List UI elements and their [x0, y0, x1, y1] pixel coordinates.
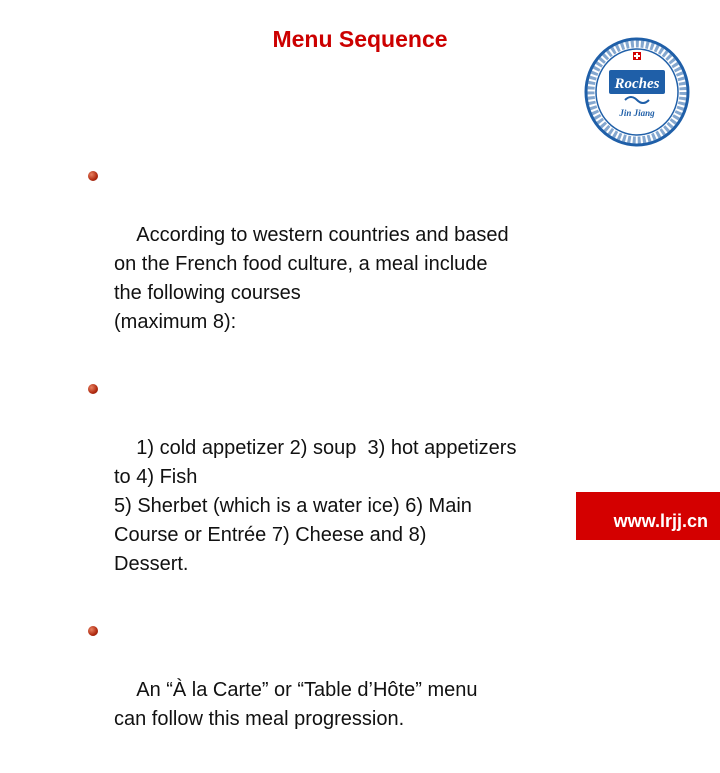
bullet-item-menu-types	[88, 618, 608, 763]
bullet-item-definition	[88, 163, 608, 366]
bullet-dot-icon	[88, 171, 98, 181]
bullet-dot-icon	[88, 626, 98, 636]
logo-sub-text: Jin Jiang	[619, 108, 655, 118]
bullet-text: According to western countries and based on the French food culture, a meal include the following courses (maximum 8):	[114, 224, 509, 333]
les-roches-jin-jiang-logo	[583, 36, 691, 148]
bullet-dot-icon	[88, 384, 98, 394]
bullet-item-courses	[88, 376, 608, 608]
bullet-list	[88, 163, 608, 773]
bullet-text: 1) cold appetizer 2) soup 3) hot appetizers to 4) Fish 5) Sherbet (which is a water ice) 6) Main Course or Entrée 7) Cheese and 8) Dessert.	[114, 437, 517, 575]
footer-url-text: www.lrjj.cn	[613, 511, 708, 531]
logo-brand-text: Roches	[614, 76, 660, 92]
bullet-text: An “À la Carte” or “Table d’Hôte” menu can follow this meal progression.	[114, 679, 478, 730]
slide-title: Menu Sequence	[272, 26, 448, 52]
footer-url-badge	[576, 492, 720, 540]
